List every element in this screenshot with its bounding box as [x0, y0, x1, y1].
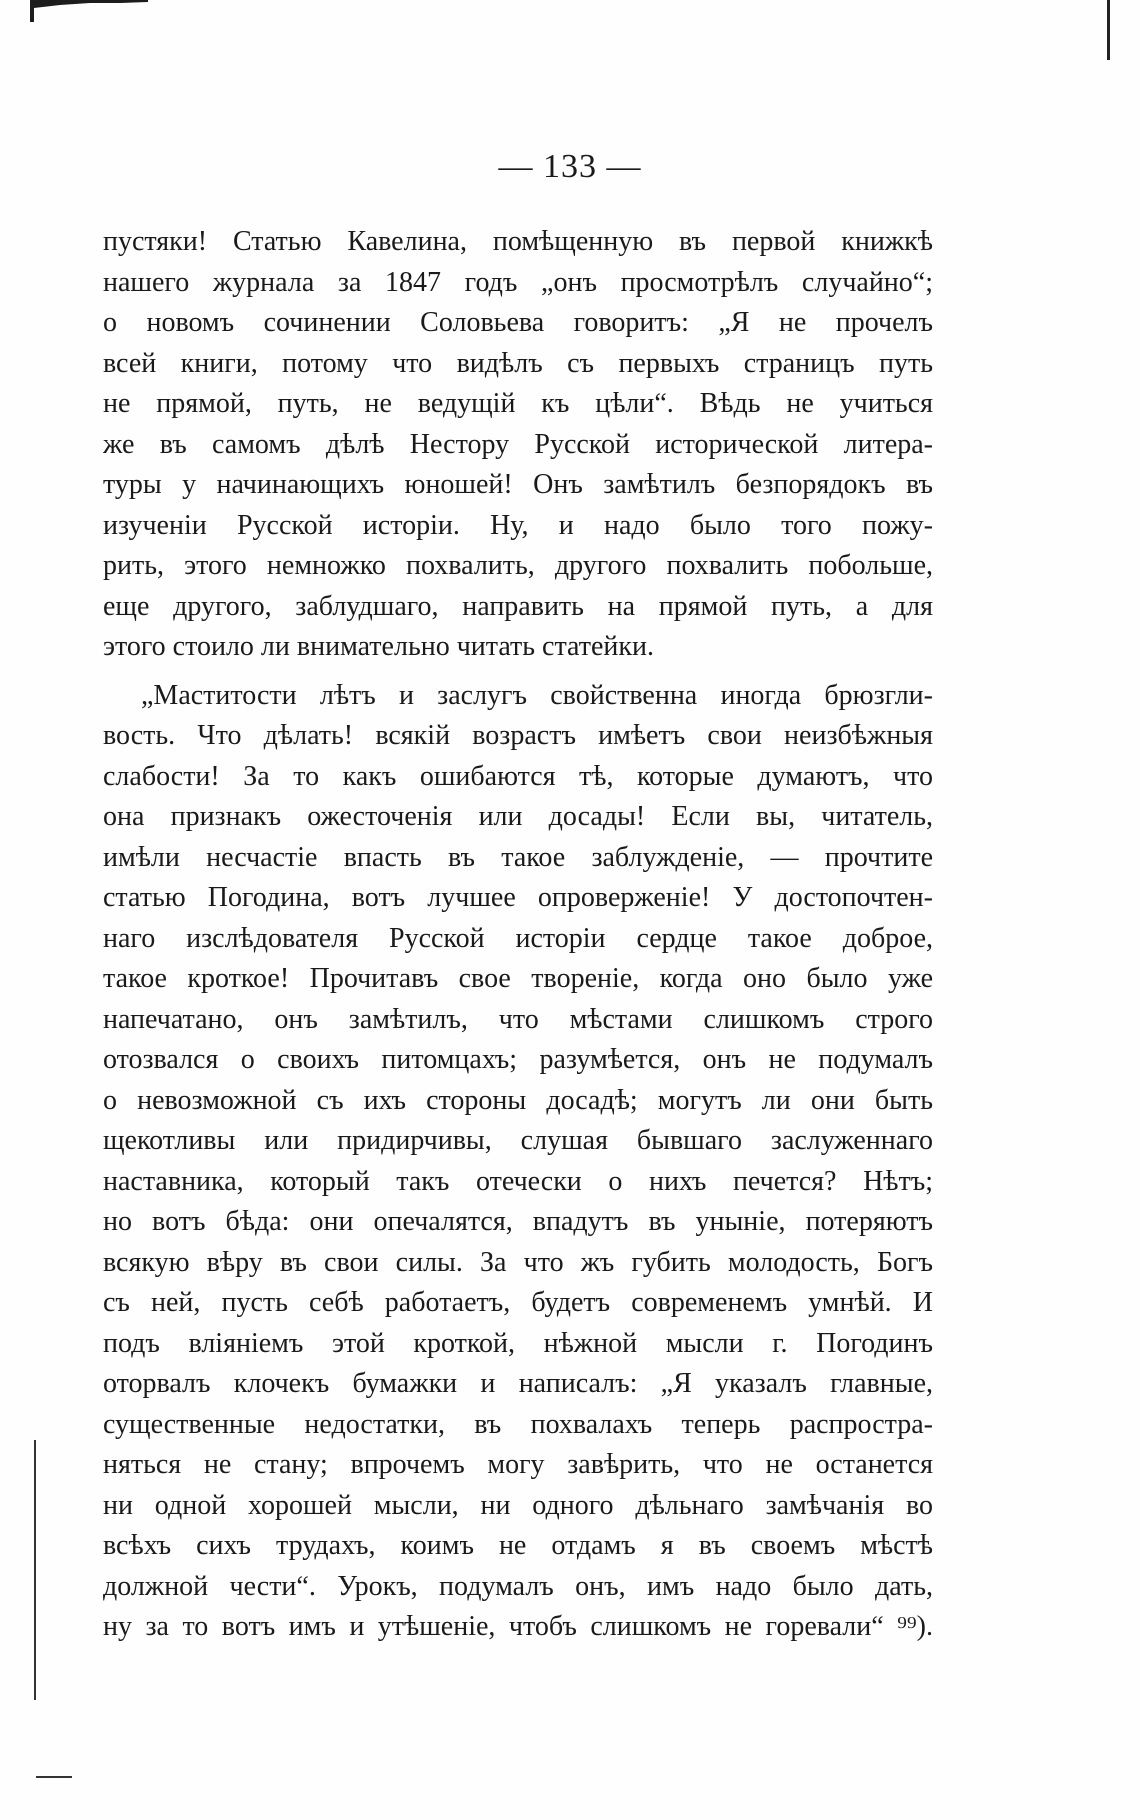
text-line: оторвалъ клочекъ бумажки и написалъ: „Я указалъ главные, — [103, 1368, 933, 1399]
paragraph-1 — [103, 222, 933, 668]
text-line: она признакъ ожесточенія или досады! Если вы, читатель, — [103, 801, 933, 832]
text-line: ни одной хорошей мысли, ни одного дѣльнаго замѣчанія во — [103, 1489, 933, 1521]
text-line: „Маститости лѣтъ и заслугъ свойственна иногда брюзгли- — [141, 679, 933, 711]
text-line: должной чести“. Урокъ, подумалъ онъ, имъ надо было дать, — [103, 1570, 933, 1602]
text-line: всякую вѣру въ свои силы. За что жъ губить молодость, Богъ — [103, 1246, 933, 1278]
text-line: всѣхъ сихъ трудахъ, коимъ не отдамъ я въ своемъ мѣстѣ — [103, 1530, 933, 1561]
text-line: но вотъ бѣда: они опечалятся, впадутъ въ уныніе, потеряютъ — [103, 1206, 933, 1237]
text-line: изученіи Русской исторіи. Ну, и надо было того пожу- — [103, 509, 933, 541]
scan-edge-right — [1107, 0, 1110, 60]
text-line: еще другого, заблудшаго, направить на прямой путь, а для — [103, 590, 933, 622]
text-line: такое кроткое! Прочитавъ свое твореніе, когда оно было уже — [103, 963, 933, 994]
text-line: о невозможной съ ихъ стороны досадѣ; могутъ ли они быть — [103, 1084, 933, 1116]
body-text — [103, 222, 933, 1648]
text-line: наго изслѣдователя Русской исторіи сердце такое доброе, — [103, 922, 933, 954]
text-line: няться не стану; впрочемъ могу завѣрить, что не останется — [103, 1449, 933, 1480]
text-line: туры у начинающихъ юношей! Онъ замѣтилъ безпорядокъ въ — [103, 469, 933, 500]
text-line: всей книги, потому что видѣлъ съ первыхъ страницъ путь — [103, 347, 933, 379]
scan-edge-mark — [30, 0, 150, 22]
text-line: напечатано, онъ замѣтилъ, что мѣстами слишкомъ строго — [103, 1003, 933, 1035]
page-number: — 133 — — [498, 148, 642, 185]
text-line: не прямой, путь, не ведущій къ цѣли“. Вѣдь не учиться — [103, 388, 933, 419]
text-line: съ ней, пусть себѣ работаетъ, будетъ современемъ умнѣй. И — [103, 1287, 933, 1318]
text-line: нашего журнала за 1847 годъ „онъ просмотрѣлъ случайно“; — [103, 266, 933, 298]
text-line: ну за то вотъ имъ и утѣшеніе, чтобъ слишкомъ не горевали“ ⁹⁹). — [103, 1611, 933, 1642]
text-line: же въ самомъ дѣлѣ Нестору Русской исторической литера- — [103, 428, 933, 460]
text-line: наставника, который такъ отечески о нихъ печется? Нѣтъ; — [103, 1165, 933, 1197]
text-line: существенные недостатки, въ похвалахъ теперь распростра- — [103, 1408, 933, 1440]
scan-edge-left — [34, 1440, 36, 1700]
paragraph-2 — [103, 676, 933, 1648]
text-line: статью Погодина, вотъ лучшее опроверженіе! У достопочтен- — [103, 882, 933, 913]
paragraph-gap — [103, 668, 933, 676]
text-line: щекотливы или придирчивы, слушая бывшаго заслуженнаго — [103, 1125, 933, 1156]
text-line: вость. Что дѣлать! всякій возрастъ имѣетъ свои неизбѣжныя — [103, 720, 933, 751]
text-line: рить, этого немножко похвалить, другого похвалить побольше, — [103, 550, 933, 581]
text-line: о новомъ сочинении Соловьева говоритъ: „Я не прочелъ — [103, 307, 933, 338]
text-line: отозвался о своихъ питомцахъ; разумѣется, онъ не подумалъ — [103, 1044, 933, 1075]
text-line: этого стоило ли внимательно читать статейки. — [103, 631, 654, 662]
scan-edge-bottom — [36, 1776, 72, 1778]
text-line: слабости! За то какъ ошибаются тѣ, которые думаютъ, что — [103, 760, 933, 792]
text-line: пустяки! Статью Кавелина, помѣщенную въ первой книжкѣ — [103, 226, 933, 257]
text-line: имѣли несчастіе впасть въ такое заблужденіе, — прочтите — [103, 841, 933, 873]
text-line: подъ вліяніемъ этой кроткой, нѣжной мысли г. Погодинъ — [103, 1327, 933, 1359]
